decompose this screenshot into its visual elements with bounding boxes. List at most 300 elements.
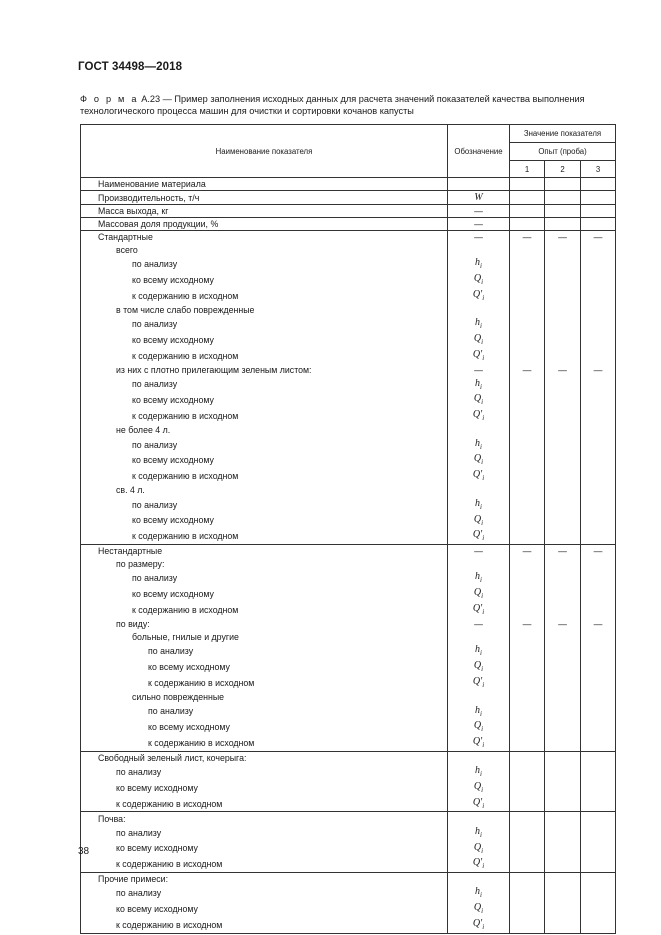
trial-value-cell	[510, 304, 545, 317]
symbol-subscript: i	[481, 906, 484, 915]
indicator-symbol	[448, 873, 510, 886]
trial-value-cell	[545, 704, 581, 720]
indicator-symbol	[448, 780, 510, 796]
symbol-letter: Q'	[472, 602, 483, 614]
symbol-letter: Q	[473, 273, 482, 285]
indicator-symbol	[448, 408, 510, 424]
trial-value-cell	[581, 735, 616, 751]
indicator-symbol	[448, 218, 510, 231]
trial-value-cell	[581, 256, 616, 272]
symbol-subscript: i	[480, 649, 482, 658]
table-row	[81, 796, 616, 812]
symbol-subscript: i	[482, 413, 485, 422]
trial-value-cell	[581, 602, 616, 618]
table-row	[81, 218, 616, 231]
trial-value-cell	[581, 304, 616, 317]
table-row	[81, 704, 616, 720]
trial-value-cell	[545, 332, 581, 348]
indicator-name: к содержанию в исходном	[81, 856, 448, 872]
indicator-symbol	[448, 392, 510, 408]
indicator-name: по анализу	[81, 377, 448, 393]
indicator-name: Стандартные	[81, 231, 448, 244]
symbol-letter: Q'	[472, 348, 483, 360]
trial-value-cell	[510, 659, 545, 675]
indicator-symbol	[448, 735, 510, 751]
indicator-name: Нестандартные	[81, 545, 448, 558]
symbol-letter: —	[474, 546, 483, 557]
indicator-name: Наименование материала	[81, 178, 448, 191]
symbol-subscript: i	[480, 382, 482, 391]
symbol-letter: Q'	[472, 469, 483, 481]
table-row	[81, 332, 616, 348]
symbol-letter: Q	[473, 660, 482, 672]
indicator-symbol	[448, 484, 510, 497]
trial-value-cell	[510, 377, 545, 393]
trial-value-cell	[545, 218, 581, 231]
table-row	[81, 691, 616, 704]
trial-value-cell	[545, 602, 581, 618]
trial-value-cell	[510, 643, 545, 659]
indicator-symbol	[448, 437, 510, 453]
indicator-name: к содержанию в исходном	[81, 528, 448, 544]
table-row	[81, 873, 616, 886]
trial-value-cell	[545, 675, 581, 691]
symbol-subscript: i	[480, 891, 482, 900]
trial-value-cell	[581, 586, 616, 602]
indicator-symbol	[448, 812, 510, 825]
trial-value-cell	[581, 424, 616, 437]
trial-value-cell: —	[545, 545, 581, 558]
symbol-letter: Q	[473, 902, 482, 914]
trial-value-cell	[545, 780, 581, 796]
indicator-symbol	[448, 231, 510, 244]
trial-value-cell	[510, 205, 545, 218]
indicator-name: Почва:	[81, 812, 448, 825]
symbol-subscript: i	[482, 922, 485, 931]
trial-value-cell	[510, 452, 545, 468]
trial-value-cell	[545, 825, 581, 841]
table-row	[81, 719, 616, 735]
symbol-subscript: i	[482, 473, 485, 482]
table-row	[81, 618, 616, 631]
indicator-name: ко всему исходному	[81, 841, 448, 857]
trial-value-cell	[510, 392, 545, 408]
trial-value-cell	[545, 901, 581, 917]
indicator-symbol	[448, 704, 510, 720]
trial-value-cell	[545, 243, 581, 256]
trial-value-cell	[510, 586, 545, 602]
trial-value-cell	[545, 205, 581, 218]
indicator-symbol	[448, 631, 510, 644]
trial-value-cell	[581, 437, 616, 453]
indicator-symbol	[448, 256, 510, 272]
trial-value-cell	[581, 178, 616, 191]
trial-value-cell	[510, 218, 545, 231]
indicator-name: ко всему исходному	[81, 719, 448, 735]
indicator-name: сильно поврежденные	[81, 691, 448, 704]
symbol-subscript: i	[482, 801, 485, 810]
trial-value-cell	[545, 719, 581, 735]
form-caption	[80, 93, 615, 117]
symbol-letter: Q	[473, 393, 482, 405]
table-row	[81, 364, 616, 377]
symbol-letter: h	[475, 644, 481, 656]
symbol-subscript: i	[482, 293, 485, 302]
indicator-name: ко всему исходному	[81, 659, 448, 675]
header-trial-number: 2	[545, 161, 581, 178]
symbol-subscript: i	[482, 680, 485, 689]
table-row	[81, 901, 616, 917]
caption-prefix: Ф о р м а	[80, 94, 139, 104]
indicator-name: ко всему исходному	[81, 392, 448, 408]
indicator-name: ко всему исходному	[81, 513, 448, 529]
indicator-name: по виду:	[81, 618, 448, 631]
table-body	[81, 178, 616, 934]
symbol-letter: Q'	[472, 288, 483, 300]
caption-text: А.23 — Пример заполнения исходных данных для расчета значений показателей качества выполнения технологического процесса машин для очистки и сортировки кочанов капусты	[80, 94, 585, 116]
indicator-name: ко всему исходному	[81, 901, 448, 917]
trial-value-cell	[581, 570, 616, 586]
trial-value-cell: —	[545, 231, 581, 244]
trial-value-cell	[545, 812, 581, 825]
symbol-letter: Q'	[472, 796, 483, 808]
table-row	[81, 424, 616, 437]
trial-value-cell	[510, 751, 545, 764]
symbol-letter: —	[474, 232, 483, 243]
symbol-subscript: i	[480, 830, 482, 839]
symbol-subscript: i	[482, 607, 485, 616]
symbol-letter: h	[475, 886, 481, 898]
symbol-subscript: i	[481, 337, 484, 346]
trial-value-cell	[545, 841, 581, 857]
trial-value-cell	[510, 316, 545, 332]
trial-value-cell	[510, 288, 545, 304]
symbol-subscript: i	[481, 518, 484, 527]
indicator-symbol	[448, 513, 510, 529]
indicator-name: ко всему исходному	[81, 272, 448, 288]
trial-value-cell	[510, 528, 545, 544]
table-row	[81, 812, 616, 825]
trial-value-cell	[581, 631, 616, 644]
symbol-letter: h	[475, 571, 481, 583]
indicator-symbol	[448, 377, 510, 393]
indicator-symbol	[448, 618, 510, 631]
trial-value-cell	[545, 377, 581, 393]
trial-value-cell	[510, 484, 545, 497]
page-number: 38	[78, 846, 90, 857]
trial-value-cell	[581, 191, 616, 205]
header-trial-number: 1	[510, 161, 545, 178]
symbol-subscript: i	[481, 846, 484, 855]
symbol-letter: h	[475, 765, 481, 777]
trial-value-cell	[581, 812, 616, 825]
table-row	[81, 513, 616, 529]
trial-value-cell	[510, 178, 545, 191]
indicator-name: св. 4 л.	[81, 484, 448, 497]
symbol-subscript: i	[481, 664, 484, 673]
trial-value-cell	[581, 675, 616, 691]
symbol-letter: Q	[473, 720, 482, 732]
symbol-letter: Q'	[472, 736, 483, 748]
trial-value-cell	[545, 452, 581, 468]
table-row	[81, 256, 616, 272]
table-row	[81, 205, 616, 218]
trial-value-cell	[510, 437, 545, 453]
indicator-name: Производительность, т/ч	[81, 191, 448, 205]
trial-value-cell	[545, 796, 581, 812]
indicator-name: по анализу	[81, 256, 448, 272]
symbol-subscript: i	[482, 353, 485, 362]
table-row	[81, 631, 616, 644]
trial-value-cell	[510, 513, 545, 529]
quality-indicators-table	[80, 124, 616, 934]
trial-value-cell	[545, 468, 581, 484]
trial-value-cell	[545, 304, 581, 317]
trial-value-cell	[545, 557, 581, 570]
indicator-symbol	[448, 719, 510, 735]
header-indicator-name: Наименование показателя	[81, 125, 448, 178]
table-row	[81, 825, 616, 841]
trial-value-cell	[581, 825, 616, 841]
trial-value-cell	[581, 408, 616, 424]
symbol-letter: h	[475, 497, 481, 509]
trial-value-cell	[545, 691, 581, 704]
symbol-letter: Q	[473, 453, 482, 465]
trial-value-cell: —	[510, 231, 545, 244]
trial-value-cell	[510, 675, 545, 691]
trial-value-cell	[581, 332, 616, 348]
symbol-subscript: i	[482, 534, 485, 543]
indicator-name: по анализу	[81, 570, 448, 586]
indicator-symbol	[448, 304, 510, 317]
symbol-letter: W	[474, 192, 483, 203]
symbol-subscript: i	[481, 458, 484, 467]
trial-value-cell	[581, 704, 616, 720]
symbol-letter: Q'	[472, 917, 483, 929]
trial-value-cell	[545, 272, 581, 288]
table-row	[81, 377, 616, 393]
trial-value-cell	[545, 631, 581, 644]
trial-value-cell	[510, 704, 545, 720]
symbol-subscript: i	[482, 862, 485, 871]
trial-value-cell	[545, 659, 581, 675]
trial-value-cell	[581, 348, 616, 364]
trial-value-cell	[581, 691, 616, 704]
trial-value-cell	[510, 348, 545, 364]
trial-value-cell	[581, 764, 616, 780]
trial-value-cell	[581, 643, 616, 659]
trial-value-cell	[545, 497, 581, 513]
trial-value-cell	[510, 764, 545, 780]
table-row	[81, 570, 616, 586]
indicator-name: к содержанию в исходном	[81, 796, 448, 812]
table-row	[81, 557, 616, 570]
indicator-symbol	[448, 497, 510, 513]
trial-value-cell	[581, 288, 616, 304]
trial-value-cell: —	[510, 545, 545, 558]
table-row	[81, 437, 616, 453]
symbol-subscript: i	[480, 576, 482, 585]
indicator-name: по анализу	[81, 316, 448, 332]
indicator-symbol	[448, 586, 510, 602]
indicator-symbol	[448, 528, 510, 544]
symbol-letter: h	[475, 437, 481, 449]
trial-value-cell: —	[510, 364, 545, 377]
trial-value-cell	[545, 288, 581, 304]
trial-value-cell	[581, 528, 616, 544]
indicator-symbol	[448, 659, 510, 675]
table-row	[81, 243, 616, 256]
header-symbol: Обозначение	[448, 125, 510, 178]
trial-value-cell	[510, 719, 545, 735]
trial-value-cell: —	[545, 618, 581, 631]
symbol-letter: h	[475, 377, 481, 389]
table-row	[81, 780, 616, 796]
trial-value-cell	[510, 332, 545, 348]
trial-value-cell	[510, 243, 545, 256]
indicator-symbol	[448, 191, 510, 205]
trial-value-cell	[545, 484, 581, 497]
trial-value-cell: —	[581, 618, 616, 631]
trial-value-cell	[510, 557, 545, 570]
table-row	[81, 484, 616, 497]
indicator-name: к содержанию в исходном	[81, 408, 448, 424]
trial-value-cell	[545, 751, 581, 764]
table-row	[81, 497, 616, 513]
indicator-name: Масса выхода, кг	[81, 205, 448, 218]
trial-value-cell: —	[581, 231, 616, 244]
indicator-name: не более 4 л.	[81, 424, 448, 437]
trial-value-cell	[545, 735, 581, 751]
symbol-letter: —	[474, 219, 483, 229]
indicator-name: к содержанию в исходном	[81, 675, 448, 691]
trial-value-cell	[581, 243, 616, 256]
trial-value-cell	[510, 812, 545, 825]
header-trial-number: 3	[581, 161, 616, 178]
table-row	[81, 586, 616, 602]
trial-value-cell	[545, 764, 581, 780]
symbol-letter: h	[475, 257, 481, 269]
indicator-symbol	[448, 885, 510, 901]
indicator-name: к содержанию в исходном	[81, 288, 448, 304]
table-row	[81, 452, 616, 468]
indicator-symbol	[448, 691, 510, 704]
table-row	[81, 191, 616, 205]
trial-value-cell	[581, 218, 616, 231]
trial-value-cell	[510, 602, 545, 618]
table-row	[81, 675, 616, 691]
trial-value-cell	[545, 643, 581, 659]
table-row	[81, 304, 616, 317]
symbol-subscript: i	[482, 740, 485, 749]
symbol-letter: Q'	[472, 529, 483, 541]
document-standard-title: ГОСТ 34498—2018	[78, 61, 183, 73]
indicator-symbol	[448, 424, 510, 437]
trial-value-cell	[545, 917, 581, 933]
symbol-letter: Q	[473, 587, 482, 599]
table-row	[81, 643, 616, 659]
symbol-subscript: i	[481, 785, 484, 794]
trial-value-cell	[545, 256, 581, 272]
indicator-name: ко всему исходному	[81, 452, 448, 468]
trial-value-cell	[545, 885, 581, 901]
symbol-letter: h	[475, 317, 481, 329]
indicator-name: больные, гнилые и другие	[81, 631, 448, 644]
header-trial: Опыт (проба)	[510, 143, 616, 161]
symbol-letter: Q'	[472, 409, 483, 421]
trial-value-cell	[510, 796, 545, 812]
indicator-name: ко всему исходному	[81, 332, 448, 348]
symbol-subscript: i	[480, 442, 482, 451]
trial-value-cell	[545, 528, 581, 544]
trial-value-cell	[510, 735, 545, 751]
indicator-name: к содержанию в исходном	[81, 602, 448, 618]
trial-value-cell	[510, 825, 545, 841]
trial-value-cell	[581, 557, 616, 570]
indicator-symbol	[448, 825, 510, 841]
trial-value-cell: —	[545, 364, 581, 377]
trial-value-cell	[581, 796, 616, 812]
symbol-subscript: i	[480, 262, 482, 271]
indicator-symbol	[448, 856, 510, 872]
trial-value-cell	[545, 586, 581, 602]
indicator-name: ко всему исходному	[81, 586, 448, 602]
indicator-name: Массовая доля продукции, %	[81, 218, 448, 231]
trial-value-cell	[510, 570, 545, 586]
indicator-name: Свободный зеленый лист, кочерыга:	[81, 751, 448, 764]
trial-value-cell	[510, 631, 545, 644]
table-row	[81, 602, 616, 618]
symbol-letter: Q	[473, 841, 482, 853]
indicator-name: по анализу	[81, 885, 448, 901]
trial-value-cell	[545, 392, 581, 408]
trial-value-cell	[581, 856, 616, 872]
trial-value-cell	[581, 841, 616, 857]
indicator-symbol	[448, 675, 510, 691]
trial-value-cell	[545, 348, 581, 364]
table-row	[81, 231, 616, 244]
symbol-subscript: i	[480, 709, 482, 718]
trial-value-cell	[581, 751, 616, 764]
trial-value-cell	[581, 452, 616, 468]
indicator-name: к содержанию в исходном	[81, 917, 448, 933]
indicator-symbol	[448, 841, 510, 857]
trial-value-cell	[510, 691, 545, 704]
indicator-symbol	[448, 468, 510, 484]
table-row	[81, 348, 616, 364]
trial-value-cell	[510, 856, 545, 872]
trial-value-cell	[510, 917, 545, 933]
trial-value-cell	[510, 468, 545, 484]
trial-value-cell	[581, 873, 616, 886]
indicator-symbol	[448, 764, 510, 780]
table-row	[81, 408, 616, 424]
indicator-symbol	[448, 272, 510, 288]
indicator-name: к содержанию в исходном	[81, 468, 448, 484]
trial-value-cell	[545, 178, 581, 191]
symbol-subscript: i	[481, 725, 484, 734]
table-row	[81, 545, 616, 558]
indicator-symbol	[448, 602, 510, 618]
indicator-name: в том числе слабо поврежденные	[81, 304, 448, 317]
symbol-subscript: i	[481, 277, 484, 286]
table-row	[81, 885, 616, 901]
table-row	[81, 856, 616, 872]
indicator-name: по анализу	[81, 825, 448, 841]
indicator-name: Прочие примеси:	[81, 873, 448, 886]
table-row	[81, 735, 616, 751]
trial-value-cell: —	[581, 545, 616, 558]
